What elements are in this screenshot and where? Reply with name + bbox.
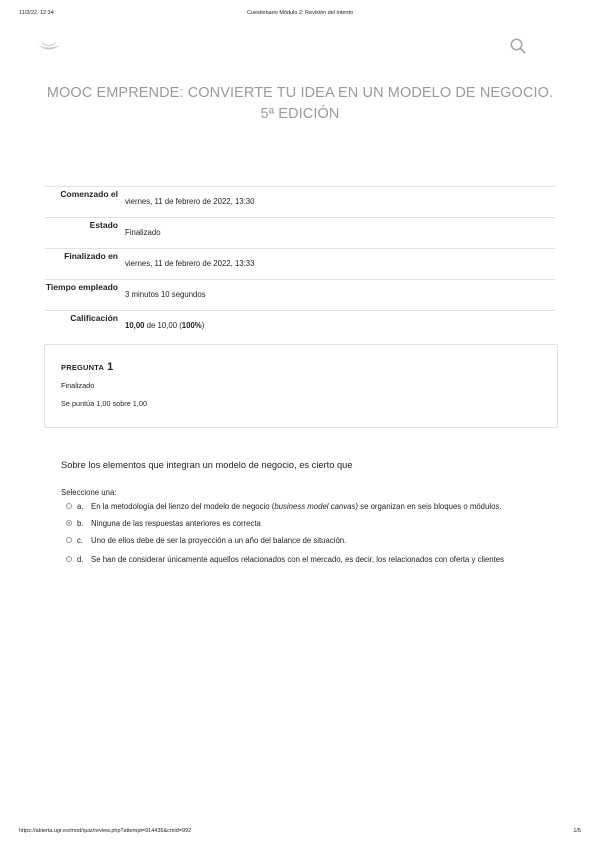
- question-text: Sobre los elementos que integran un modelo de negocio, es cierto que: [61, 460, 353, 470]
- logo-icon[interactable]: [36, 40, 62, 54]
- option-text-post: se organizan en seis bloques o módulos.: [358, 502, 502, 511]
- option-letter: c.: [77, 536, 84, 545]
- grade-close: ): [201, 321, 205, 330]
- grade-of: de 10,00 (: [144, 321, 182, 330]
- answer-prompt: Seleccione una:: [61, 488, 117, 497]
- print-url: https://abierta.ugr.es/mod/quiz/review.php?attempt=914435&cmid=992: [19, 828, 192, 834]
- grade-percent: 100%: [181, 321, 202, 330]
- time-value: 3 minutos 10 segundos: [125, 290, 206, 299]
- radio-a[interactable]: [66, 503, 72, 509]
- print-footer: [0, 828, 600, 838]
- question-state: Finalizado: [61, 381, 95, 390]
- print-page-number: 1/5: [573, 828, 581, 834]
- search-icon[interactable]: [509, 37, 527, 55]
- finished-value: viernes, 11 de febrero de 2022, 13:33: [125, 259, 255, 268]
- option-letter: a.: [77, 502, 84, 511]
- answer-list: [66, 502, 566, 572]
- answer-option-c[interactable]: [66, 536, 566, 553]
- print-title: Cuestionario Módulo 2: Revisión del intento: [246, 10, 354, 16]
- grade-value: [125, 321, 204, 330]
- attempt-summary: [44, 186, 556, 341]
- radio-b[interactable]: [66, 520, 72, 526]
- time-label: Tiempo empleado: [45, 282, 118, 292]
- summary-row-grade: [44, 310, 556, 341]
- grade-label: Calificación: [70, 313, 118, 323]
- summary-row-state: [44, 217, 556, 248]
- started-value: viernes, 11 de febrero de 2022, 13:30: [125, 197, 255, 206]
- radio-c[interactable]: [66, 537, 72, 543]
- answer-option-a[interactable]: [66, 502, 566, 519]
- option-text: Ninguna de las respuestas anteriores es correcta: [91, 519, 261, 528]
- summary-row-finished: [44, 248, 556, 279]
- question-info-box: [44, 344, 558, 428]
- option-text: [91, 502, 501, 511]
- state-value: Finalizado: [125, 228, 161, 237]
- question-number: [61, 361, 113, 373]
- option-letter: d.: [77, 555, 84, 564]
- radio-d[interactable]: [66, 556, 72, 562]
- print-date: 11/3/22, 12:34: [19, 10, 54, 16]
- question-mark: Se puntúa 1,00 sobre 1,00: [61, 399, 148, 408]
- finished-label: Finalizado en: [64, 251, 118, 261]
- print-header: [0, 10, 600, 20]
- summary-row-started: [44, 186, 556, 217]
- started-label: Comenzado el: [60, 189, 118, 199]
- course-title: MOOC EMPRENDE: CONVIERTE TU IDEA EN UN MODELO DE NEGOCIO. 5ª EDICIÓN: [46, 85, 554, 122]
- question-label: PREGUNTA: [61, 363, 105, 372]
- answer-option-b[interactable]: [66, 519, 566, 536]
- answer-option-d[interactable]: [66, 555, 566, 572]
- option-text-pre: En la metodología del lienzo del modelo de negocio (: [91, 502, 275, 511]
- state-label: Estado: [89, 220, 118, 230]
- question-num: 1: [107, 361, 114, 373]
- option-letter: b.: [77, 519, 84, 528]
- option-text: Uno de ellos debe de ser la proyección a un año del balance de situación.: [91, 536, 347, 545]
- option-text: Se han de considerar únicamente aquellos relacionados con el mercado, es decir, los relacionados con oferta y clientes: [91, 555, 505, 564]
- option-text-italic: business model canvas): [274, 502, 359, 511]
- grade-score: 10,00: [125, 321, 145, 330]
- summary-row-time: [44, 279, 556, 310]
